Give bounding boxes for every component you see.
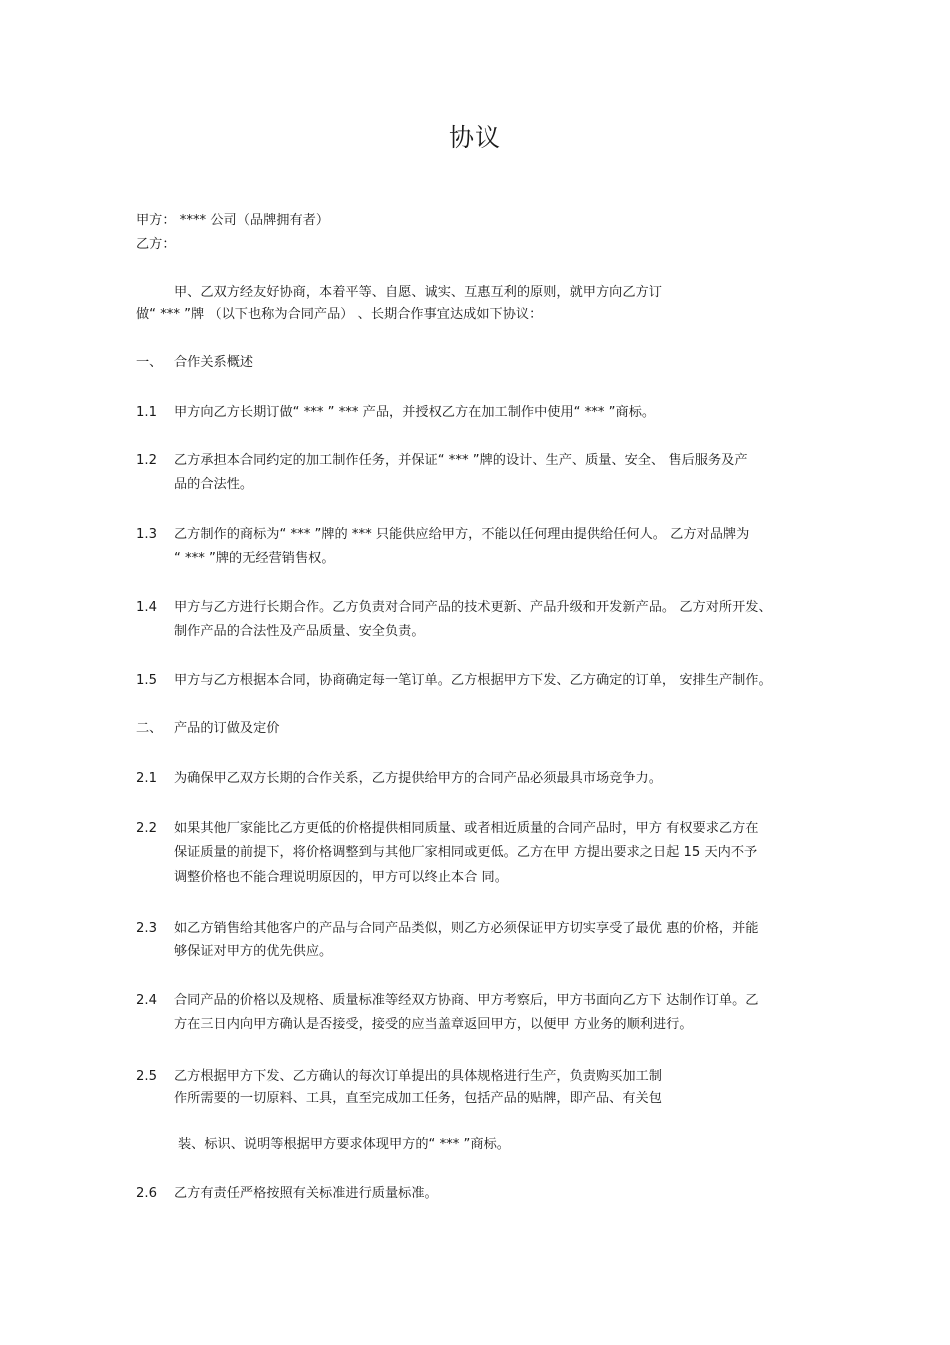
- clause-line: 品的合法性。: [174, 477, 254, 492]
- clause-line: 乙方根据甲方下发、乙方确认的每次订单提出的具体规格进行生产，负责购买加工制: [174, 1069, 662, 1084]
- party-b-line: 乙方：: [136, 237, 176, 252]
- clause-number: 2.6: [136, 1186, 157, 1201]
- clause-line: 合同产品的价格以及规格、质量标准等经双方协商、甲方考察后，甲方书面向乙方下 达制作订单。乙: [174, 993, 759, 1008]
- clause-line: 为确保甲乙双方长期的合作关系，乙方提供给甲方的合同产品必须最具市场竞争力。: [174, 771, 662, 786]
- clause-number: 2.2: [136, 821, 157, 836]
- clause-number: 1.3: [136, 527, 157, 542]
- clause-line: 装、标识、说明等根据甲方要求体现甲方的“ *** ”商标。: [178, 1137, 510, 1152]
- clause-number: 2.5: [136, 1069, 157, 1084]
- section-number: 二、: [136, 721, 163, 736]
- intro-line-2: 做“ *** ”牌 （以下也称为合同产品） 、长期合作事宜达成如下协议：: [136, 307, 543, 322]
- clause-line: 作所需要的一切原料、工具，直至完成加工任务，包括产品的贴牌，即产品、有关包: [174, 1091, 662, 1106]
- clause-line: 乙方制作的商标为“ *** ”牌的 *** 只能供应给甲方，不能以任何理由提供给任何人。 乙方对品牌为: [174, 527, 750, 542]
- document-title: 协议: [448, 123, 501, 152]
- section-number: 一、: [136, 355, 163, 370]
- clause-number: 1.5: [136, 673, 157, 688]
- section-title: 产品的订做及定价: [174, 721, 280, 736]
- clause-line: 甲方与乙方根据本合同，协商确定每一笔订单。乙方根据甲方下发、乙方确定的订单， 安排生产制作。: [174, 673, 772, 688]
- clause-line: 如果其他厂家能比乙方更低的价格提供相同质量、或者相近质量的合同产品时，甲方 有权要求乙方在: [174, 821, 759, 836]
- intro-line-1: 甲、乙双方经友好协商，本着平等、自愿、诚实、互惠互利的原则，就甲方向乙方订: [174, 285, 662, 300]
- clause-number: 2.1: [136, 771, 157, 786]
- section-title: 合作关系概述: [174, 355, 254, 370]
- clause-line: 乙方有责任严格按照有关标准进行质量标准。: [174, 1186, 438, 1201]
- clause-line: 调整价格也不能合理说明原因的，甲方可以终止本合 同。: [174, 870, 508, 885]
- clause-number: 1.2: [136, 453, 157, 468]
- clause-line: 甲方向乙方长期订做“ *** ” *** 产品，并授权乙方在加工制作中使用“ *** ”商标。: [174, 405, 656, 420]
- clause-line: 甲方与乙方进行长期合作。乙方负责对合同产品的技术更新、产品升级和开发新产品。 乙方对所开发、: [174, 600, 772, 615]
- clause-line: 够保证对甲方的优先供应。: [174, 944, 333, 959]
- clause-number: 1.1: [136, 405, 157, 420]
- party-a-line: 甲方： **** 公司（品牌拥有者）: [136, 213, 330, 228]
- clause-number: 2.3: [136, 921, 157, 936]
- clause-line: 如乙方销售给其他客户的产品与合同产品类似，则乙方必须保证甲方切实享受了最优 惠的价格，并能: [174, 921, 759, 936]
- clause-line: 乙方承担本合同约定的加工制作任务，并保证“ *** ”牌的设计、生产、质量、安全、 售后服务及产: [174, 453, 748, 468]
- clause-number: 1.4: [136, 600, 157, 615]
- clause-number: 2.4: [136, 993, 157, 1008]
- clause-line: 制作产品的合法性及产品质量、安全负责。: [174, 624, 425, 639]
- clause-line: 方在三日内向甲方确认是否接受，接受的应当盖章返回甲方，以便甲 方业务的顺利进行。: [174, 1017, 693, 1032]
- clause-line: “ *** ”牌的无经营销售权。: [174, 551, 335, 566]
- clause-line: 保证质量的前提下，将价格调整到与其他厂家相同或更低。乙方在甲 方提出要求之日起 15 天内不予: [174, 845, 758, 860]
